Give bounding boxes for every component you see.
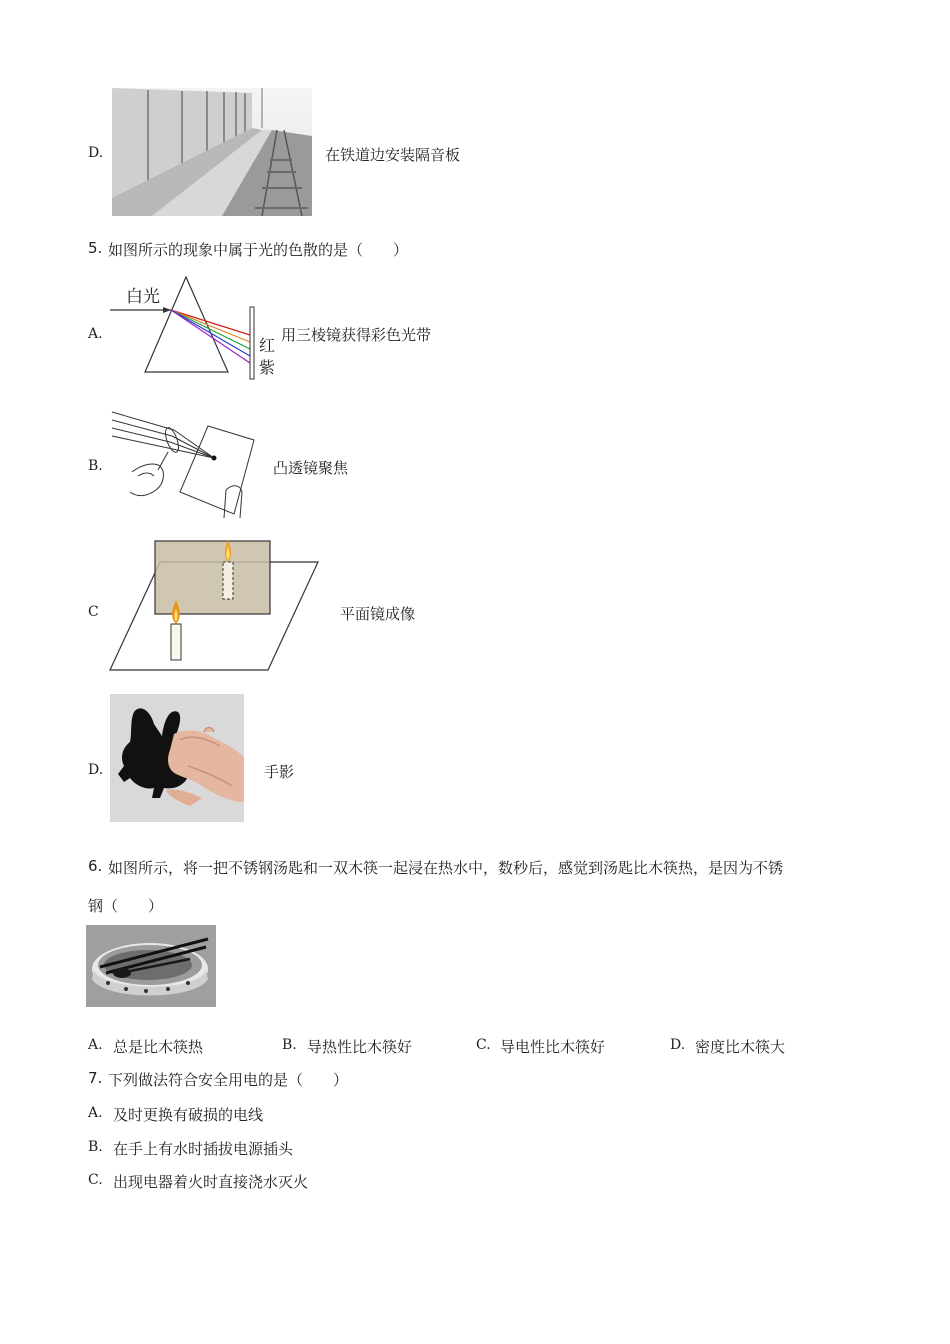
q7-number: 7.	[88, 1069, 103, 1087]
q7-option-a-letter: A.	[88, 1105, 103, 1121]
q6-option-a-letter: A.	[88, 1037, 103, 1053]
q5-option-d-text: 手影	[264, 763, 295, 781]
q6-option-b-text: 导热性比木筷好	[307, 1038, 413, 1056]
spoon-chopsticks-bowl-photo	[86, 925, 216, 1007]
q5-option-d-letter: D.	[88, 762, 104, 778]
q5-option-c-letter: C	[88, 604, 99, 620]
hand-shadow-rabbit-photo	[110, 694, 244, 822]
q6-number: 6.	[88, 857, 103, 875]
railway-noise-barrier-photo	[112, 88, 312, 216]
q6-option-c-letter: C.	[476, 1037, 491, 1053]
q6-option-a-text: 总是比木筷热	[113, 1038, 204, 1056]
prism-purple-label: 紫	[259, 358, 276, 377]
q7-option-a-text: 及时更换有破损的电线	[113, 1106, 264, 1124]
plane-mirror-candle-figure	[108, 538, 320, 672]
q6-stem-line1: 如图所示，将一把不锈钢汤匙和一双木筷一起浸在热水中，数秒后，感觉到汤匙比木筷热，是因为不锈	[108, 859, 784, 877]
q7-option-b-letter: B.	[88, 1139, 103, 1155]
q7-stem: 下列做法符合安全用电的是（ ）	[108, 1071, 349, 1089]
q6-option-b-letter: B.	[282, 1037, 297, 1053]
q5-option-a-text: 用三棱镜获得彩色光带	[281, 326, 432, 344]
prism-red-label: 红	[259, 336, 276, 355]
convex-lens-focus-figure	[108, 402, 260, 520]
q6-option-c-text: 导电性比木筷好	[500, 1038, 606, 1056]
q6-option-d-letter: D.	[670, 1037, 686, 1053]
q4-option-d-text: 在铁道边安装隔音板	[325, 146, 461, 164]
q5-stem: 如图所示的现象中属于光的色散的是（ ）	[108, 241, 409, 259]
q7-option-b-text: 在手上有水时插拔电源插头	[113, 1140, 294, 1158]
prism-dispersion-figure	[108, 275, 280, 383]
q7-option-c-letter: C.	[88, 1172, 103, 1188]
q6-option-d-text: 密度比木筷大	[695, 1038, 786, 1056]
q5-option-a-letter: A.	[88, 326, 103, 342]
q5-number: 5.	[88, 239, 103, 257]
q7-option-c-text: 出现电器着火时直接浇水灭火	[113, 1173, 309, 1191]
q6-stem-line2: 钢（ ）	[88, 897, 164, 915]
q5-option-b-letter: B.	[88, 458, 103, 474]
q4-option-d-letter: D.	[88, 145, 104, 161]
prism-white-light-label: 白光	[126, 287, 160, 307]
q5-option-b-text: 凸透镜聚焦	[273, 459, 349, 477]
q5-option-c-text: 平面镜成像	[340, 605, 416, 623]
